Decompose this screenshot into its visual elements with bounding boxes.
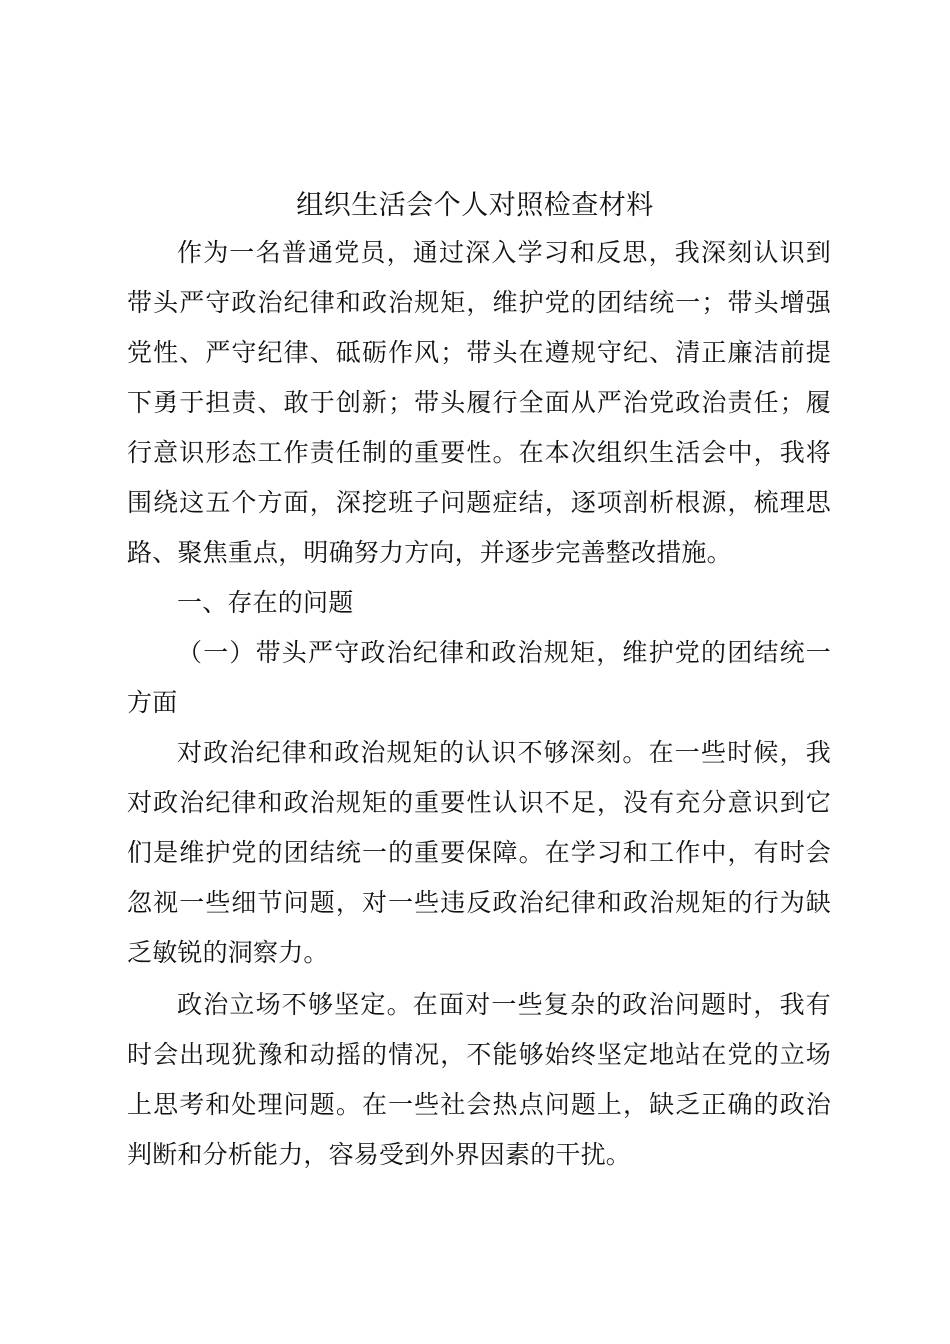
subsection-heading: （一）带头严守政治纪律和政治规矩，维护党的团结统一方面	[127, 638, 831, 717]
document-title: 组织生活会个人对照检查材料	[296, 190, 654, 221]
body-paragraph: 政治立场不够坚定。在面对一些复杂的政治问题时，我有时会出现犹豫和动摇的情况，不能够始终坚定地站在党的立场上思考和处理问题。在一些社会热点问题上，缺乏正确的政治判断和分析能力，容易受到外界因素的干扰。	[127, 990, 831, 1169]
document-body	[127, 228, 831, 1180]
intro-paragraph: 作为一名普通党员，通过深入学习和反思，我深刻认识到带头严守政治纪律和政治规矩，维护党的团结统一；带头增强党性、严守纪律、砥砺作风；带头在遵规守纪、清正廉洁前提下勇于担责、敢于创新；带头履行全面从严治党政治责任；履行意识形态工作责任制的重要性。在本次组织生活会中，我将围绕这五个方面，深挖班子问题症结，逐项剖析根源，梳理思路、聚焦重点，明确努力方向，并逐步完善整改措施。	[127, 238, 831, 567]
body-paragraph: 对政治纪律和政治规矩的认识不够深刻。在一些时候，我对政治纪律和政治规矩的重要性认识不足，没有充分意识到它们是维护党的团结统一的重要保障。在学习和工作中，有时会忽视一些细节问题，对一些违反政治纪律和政治规矩的行为缺乏敏锐的洞察力。	[127, 738, 831, 967]
section-heading: 一、存在的问题	[177, 588, 354, 617]
